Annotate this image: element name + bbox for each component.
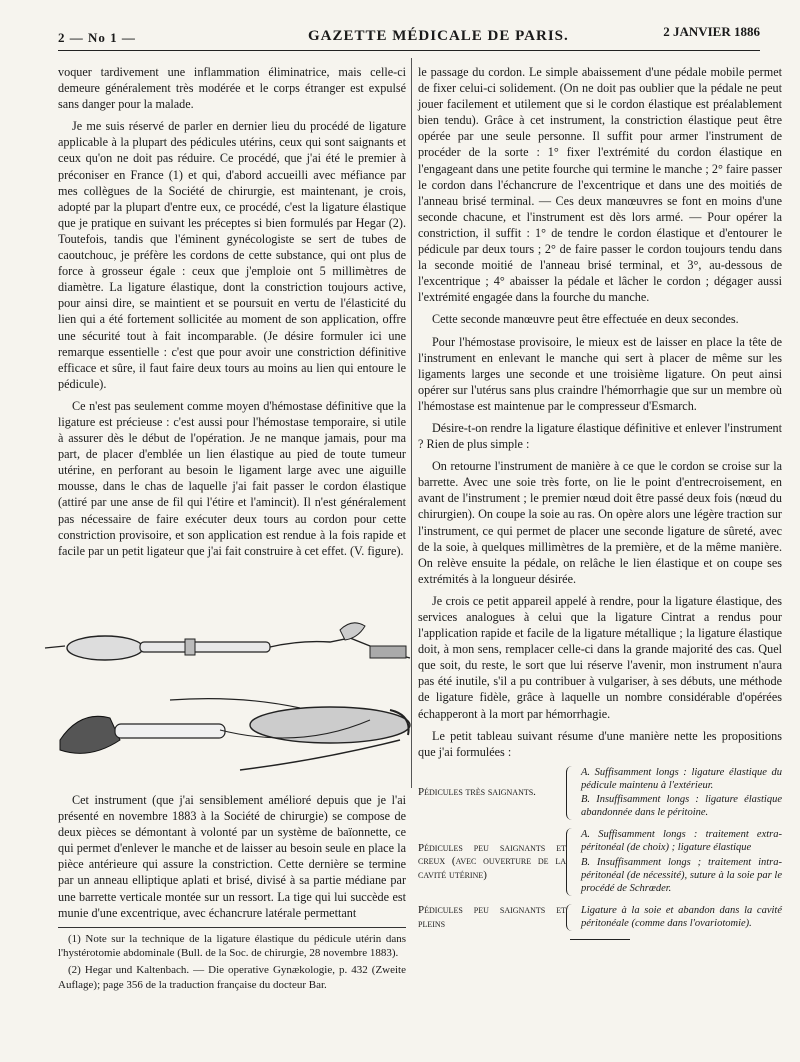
paragraph: Cette seconde manœuvre peut être effectuée en deux secondes. xyxy=(432,312,739,327)
brace xyxy=(566,904,577,932)
summary-row-label: Pédicules très saignants. xyxy=(418,786,536,799)
summary-item: A. Suffisamment longs : ligature élastique du pédicule maintenu à l'extérieur. xyxy=(581,766,782,791)
summary-item: A. Suffisamment longs : traitement extra-péritonéal (de choix) ; ligature élastique xyxy=(581,829,782,854)
paragraph: Désire-t-on rendre la ligature élastique définitive et enlever l'instrument ? Rien de plus simple : xyxy=(418,420,782,452)
summary-row-label: Pédicules peu saignants et creux (avec ouverture de la cavité utérine) xyxy=(418,841,566,882)
page-header xyxy=(58,24,770,46)
left-column xyxy=(58,64,406,565)
right-column xyxy=(418,64,782,940)
paragraph: Je crois ce petit appareil appelé à rendre, pour la ligature élastique, des services analogues à celui que la ligature Cintrat a rendus pour l'application rapide et facile de la ligature métallique ; la ligature élastique doit, à mon sens, remplacer celle-ci dans la grande majorité des cas. Quel que soit, du reste, le sort que lui réserve l'avenir, mon instrument n'aura pas été inutile, s'il a pu contribuer à vulgariser, à ses débuts, une méthode de ligature fidèle, grâce à laquelle un nombre considérable d'opérées échapperont à la mort par hémorrhagie. xyxy=(418,593,782,721)
journal-title: GAZETTE MÉDICALE DE PARIS. xyxy=(308,28,569,44)
summary-row-body xyxy=(581,828,782,896)
summary-row-label: Pédicules peu saignants et pleins xyxy=(418,903,566,930)
summary-row-body xyxy=(581,766,782,821)
left-column-lower xyxy=(58,792,406,995)
summary-row xyxy=(418,766,782,821)
footnote-2: (2) Hegar und Kaltenbach. — Die operative Gynækologie, p. 432 (Zweite Auflage); page 356 de la traduction française du docteur Bar. xyxy=(58,964,406,991)
summary-table xyxy=(418,766,782,941)
end-rule xyxy=(570,939,630,940)
header-rule xyxy=(58,50,760,51)
summary-row-body xyxy=(581,904,782,932)
brace xyxy=(566,766,577,821)
paragraph: voquer tardivement une inflammation éliminatrice, mais celle-ci demeure généralement très modérée et le corps étranger est expulsé sans danger pour la malade. xyxy=(58,65,406,112)
ligator-instrument-figure xyxy=(40,600,412,782)
footnotes xyxy=(58,927,406,992)
summary-row xyxy=(418,904,782,932)
page-number: 2 — No 1 — xyxy=(58,30,136,45)
paragraph: le passage du cordon. Le simple abaissement d'une pédale mobile permet de fixer celui-ci solidement. (On ne doit pas oublier que la pédale ne peut jouer facilement et utilement que si le cordon élastique est préalablement bien tendu). Grâce à cet instrument, la constriction élastique peut être opérée par une seule personne. Il suffit pour armer l'instrument de procéder de la sorte : 1° fixer l'extrémité du cordon élastique en l'engageant dans une petite fourche qui termine le manche ; 2° faire passer le cordon dans l'échancrure de l'excentrique et dans une des moitiés de l'anneau brisé terminal. — Ces deux manœuvres se font en moins d'une seconde chacune, et l'instrument est dès lors armé. — Pour opérer la constriction, il suffit : 1° de tendre le cordon élastique et d'entourer le pédicule par deux tours ; 2° de faire passer le cordon toujours tendu dans la seconde moitié de l'anneau brisé terminal, et 3°, au-dessous de l'excentrique ; 4° abaisser la pédale et lâcher le cordon ; dégager aussi l'extrémité engagée dans la fourche du manche. xyxy=(418,65,782,305)
summary-row xyxy=(418,828,782,896)
paragraph: Le petit tableau suivant résume d'une manière nette les propositions que j'ai formulées : xyxy=(418,728,782,759)
issue-date: 2 JANVIER 1886 xyxy=(663,24,760,39)
paragraph: Ce n'est pas seulement comme moyen d'hémostase définitive que la ligature est précieuse : c'est aussi pour l'hémostase temporaire, si utile à assurer dès le début de l'opération. Je ne manque jamais, pour ma part, de placer d'emblée un lien élastique au pied de toute tumeur utérine, en perforant au besoin le ligament large avec une aiguille mousse, dans le chas de laquelle j'ai fait passer le cordon élastique (attiré par une anse de fil qui l'étire et l'amincit). Il n'est généralement pas nécessaire de faire exécuter deux tours au cordon pour cette constriction provisoire, et son application est rendue à la fois rapide et facile par un petit ligateur que j'ai fait construire à cet effet. (V. figure). xyxy=(58,398,406,558)
paragraph: Je me suis réservé de parler en dernier lieu du procédé de ligature applicable à la plupart des pédicules utérins, ceux qui sont saignants et ceux qu'on ne doit pas réduire. Ce procédé, que j'ai été le premier à préconiser en France (1) et qui, d'abord accueilli avec méfiance par mes collègues de la Société de chirurgie, est maintenant, je crois, adopté par la plupart d'entre eux, ce procédé, c'est la ligature élastique que je pratique en suivant les préceptes si bien formulés par Hegar (2). Toutefois, tandis que l'éminent gynécologiste se sert de tubes de caoutchouc, je préfère les cordons de cette substance, qui ont plus de force à grosseur égale : ceux que j'emploie ont 5 millimètres de diamètre. La ligature élastique, dont la constriction toujours active, pour ainsi dire, se maintient et se poursuit en vertu de l'élasticité du lien qui a été fortement sollicitée au moment de son application, offre une sécurité tout à fait incomparable. (Je désire formuler ici une remarque essentielle : c'est que pour avoir une constriction définitive efficace et sûre, il faut faire deux tours au moins au lien qui entoure le pédicule). xyxy=(58,119,406,391)
paragraph: On retourne l'instrument de manière à ce que le cordon se croise sur la barrette. Avec une soie très forte, on lie le point d'entrecroisement, en avant de l'instrument ; le premier nœud doit être passé deux fois (nœud du chirurgien). On coupe la soie au ras. On opère alors une légère traction sur l'instrument, ce qui permet de placer une seconde ligature de sûreté, avec de la soie, à quelques millimètres de la première, et de la même manière. On relève ensuite la pédale, on relâche le lien élastique et on coupe ses extrémités à la longueur désirée. xyxy=(418,459,782,586)
summary-item: Ligature à la soie et abandon dans la cavité péritonéale (comme dans l'ovariotomie). xyxy=(581,904,782,930)
footnote-1: (1) Note sur la technique de la ligature élastique du pédicule utérin dans l'hystérotomie abdominale (Bull. de la Soc. de chirurgie, 28 novembre 1883). xyxy=(58,932,406,960)
summary-item: B. Insuffisamment longs : ligature élastique abandonnée dans le péritoine. xyxy=(581,794,782,819)
paragraph: Cet instrument (que j'ai sensiblement amélioré depuis que je l'ai présenté en novembre 1883 à la Société de chirurgie) se compose de deux pièces se démontant à volonté par un système de baïonnette, ce qui permet d'enlever le manche et de laisser au besoin seule en place la pièce antérieure qui assure la constriction. Cette dernière se termine par un anneau elliptique aplati et brisé, divisé à sa partie médiane par une barrette verticale montée sur un ressort. La tige qui lui succède est munie d'une excentrique, avec échancrure latérale permettant xyxy=(58,793,406,920)
summary-item: B. Insuffisamment longs ; traitement intra-péritonéal (de nécessité), suture à la soie par le procédé de Schrœder. xyxy=(581,856,782,894)
brace xyxy=(566,828,577,896)
paragraph: Pour l'hémostase provisoire, le mieux est de laisser en place la tête de l'instrument en enlevant le manche qui sert à placer de même sur les ligaments larges une seconde et une troisième ligature. On peut ainsi opérer sur l'utérus sans plus craindre l'hémorrhagie que sur un membre où l'hémostase est maintenue par le compresseur d'Esmarch. xyxy=(418,334,782,413)
